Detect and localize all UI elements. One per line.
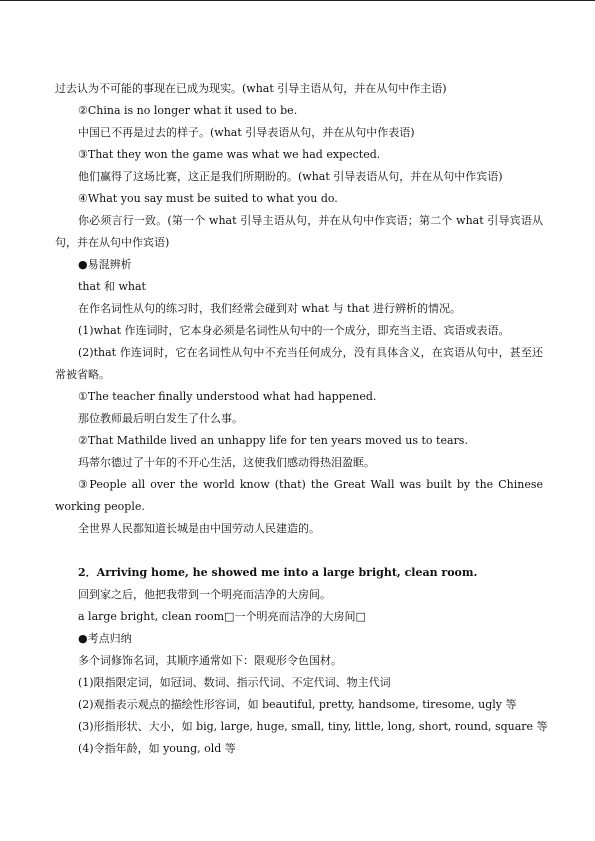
example-line: ④What you say must be suited to what you do. — [78, 192, 338, 205]
text-line: 他们赢得了这场比赛，这正是我们所期盼的。(what 引导表语从句，并在从句中作宾语) — [78, 170, 503, 183]
text-line: 回到家之后，他把我带到一个明亮而洁净的大房间。 — [78, 588, 331, 601]
example-line: ②That Mathilde lived an unhappy life for ten years moved us to tears. — [78, 434, 468, 447]
subheading: that 和 what — [78, 280, 146, 293]
text-line: 在作名词性从句的练习时，我们经常会碰到对 what 与 that 进行辨析的情况。 — [78, 302, 461, 315]
example-line: ②China is no longer what it used to be. — [78, 104, 298, 117]
example-line: ③That they won the game was what we had expected. — [78, 148, 381, 161]
paragraph: (2)that 作连词时，它在名词性从句中不充当任何成分，没有具体含义，在宾语从句中，甚至还常被省略。 — [55, 346, 543, 381]
section-label: ●考点归纳 — [78, 632, 132, 645]
text-line: 全世界人民都知道长城是由中国劳动人民建造的。 — [78, 522, 320, 535]
text-line: (1)what 作连词时，它本身必须是名词性从句中的一个成分，即充当主语、宾语或表语。 — [78, 324, 510, 337]
text-line: (3)形指形状、大小，如 big, large, huge, small, tiny, little, long, short, round, square 等 — [78, 720, 548, 733]
text-line: 那位教师最后明白发生了什么事。 — [78, 412, 243, 425]
text-line: (1)限指限定词，如冠词、数词、指示代词、不定代词、物主代词 — [78, 676, 391, 689]
document-body — [55, 78, 548, 760]
spacer — [55, 540, 543, 562]
text-line: 多个词修饰名词，其顺序通常如下：限观形令色国材。 — [78, 654, 342, 667]
text-line: a large bright, clean room□一个明亮而洁净的大房间□ — [78, 610, 366, 623]
text-line: 中国已不再是过去的样子。(what 引导表语从句，并在从句中作表语) — [78, 126, 415, 139]
text-line: (2)观指表示观点的描绘性形容词，如 beautiful, pretty, handsome, tiresome, ugly 等 — [78, 698, 517, 711]
text-line: (4)令指年龄，如 young, old 等 — [78, 742, 236, 755]
example-line: ①The teacher finally understood what had happened. — [78, 390, 377, 403]
paragraph: 你必须言行一致。(第一个 what 引导主语从句，并在从句中作宾语；第二个 what 引导宾语从句，并在从句中作宾语) — [55, 214, 543, 249]
top-rule — [0, 0, 595, 1]
section-label: ●易混辨析 — [78, 258, 132, 271]
text-line: 过去认为不可能的事现在已成为现实。(what 引导主语从句，并在从句中作主语) — [55, 82, 447, 95]
section-heading: 2．Arriving home, he showed me into a large bright, clean room. — [78, 566, 478, 579]
paragraph: ③People all over the world know (that) the Great Wall was built by the Chinese working people. — [55, 478, 543, 513]
text-line: 玛蒂尔德过了十年的不开心生活，这使我们感动得热泪盈眶。 — [78, 456, 375, 469]
